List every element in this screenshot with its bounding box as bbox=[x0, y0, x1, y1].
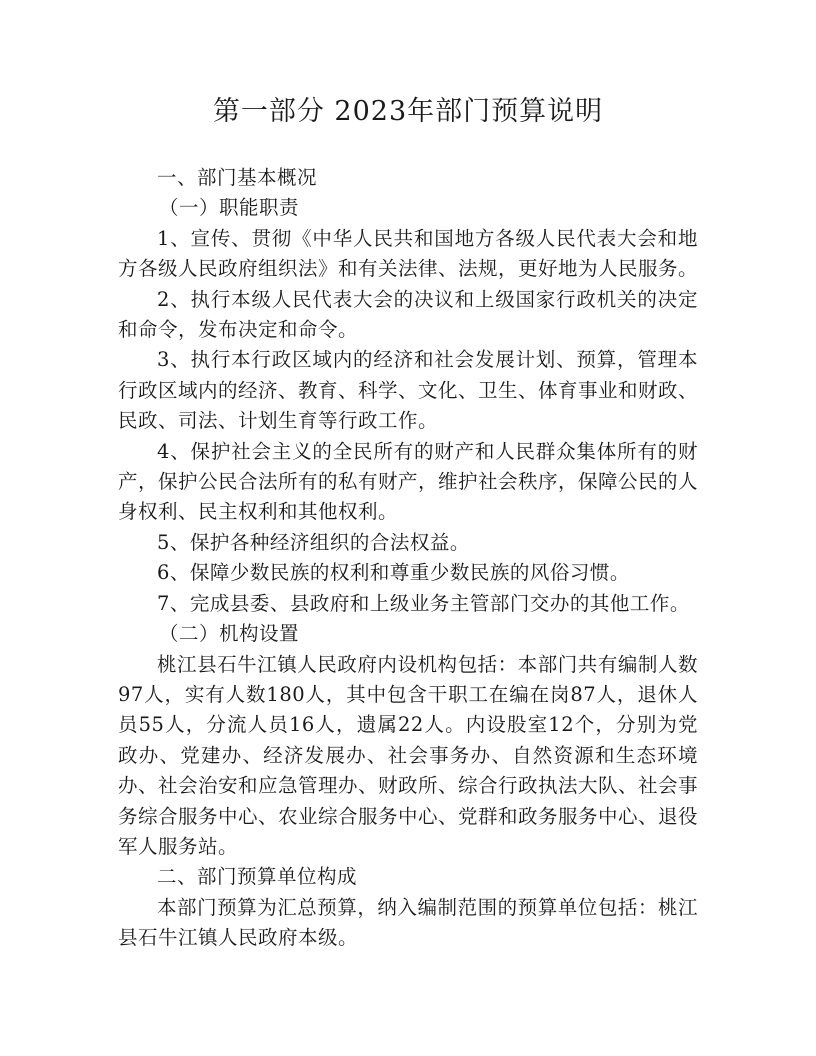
duty-item-2: 2、执行本级人民代表大会的决议和上级国家行政机关的决定和命令，发布决定和命令。 bbox=[118, 287, 698, 342]
document-page bbox=[118, 92, 698, 954]
subsection-heading-structure: （二）机构设置 bbox=[158, 622, 299, 646]
structure-paragraph: 桃江县石牛江镇人民政府内设机构包括：本部门共有编制人数97人，实有人数180人，其中包含干职工在编在岗87人，退休人员55人，分流人员16人，遗属22人。内设股室12个，分别为党政办、党建办、经济发展办、社会事务办、自然资源和生态环境办、社会治安和应急管理办、财政所、综合行政执法大队、社会事务综合服务中心、农业综合服务中心、党群和政务服务中心、退役军人服务站。 bbox=[118, 652, 699, 858]
subsection-heading-duties: （一）职能职责 bbox=[158, 196, 299, 220]
duty-item-5: 5、保护各种经济组织的合法权益。 bbox=[157, 530, 470, 554]
section-heading-units: 二、部门预算单位构成 bbox=[157, 865, 358, 889]
duty-item-3: 3、执行本行政区域内的经济和社会发展计划、预算，管理本行政区域内的经济、教育、科学、文化、卫生、体育事业和财政、民政、司法、计划生育等行政工作。 bbox=[118, 348, 699, 433]
duty-item-6: 6、保障少数民族的权利和尊重少数民族的风俗习惯。 bbox=[157, 561, 630, 585]
document-title: 第一部分 2023年部门预算说明 bbox=[212, 96, 604, 127]
units-paragraph: 本部门预算为汇总预算，纳入编制范围的预算单位包括：桃江县石牛江镇人民政府本级。 bbox=[118, 895, 698, 950]
duty-item-1: 1、宣传、贯彻《中华人民共和国地方各级人民代表大会和地方各级人民政府组织法》和有关法律、法规，更好地为人民服务。 bbox=[118, 226, 699, 281]
duty-item-7: 7、完成县委、县政府和上级业务主管部门交办的其他工作。 bbox=[157, 591, 690, 615]
duty-item-4: 4、保护社会主义的全民所有的财产和人民群众集体所有的财产，保护公民合法所有的私有财产，维护社会秩序，保障公民的人身权利、民主权利和其他权利。 bbox=[118, 439, 699, 524]
section-heading-overview: 一、部门基本概况 bbox=[157, 166, 318, 189]
